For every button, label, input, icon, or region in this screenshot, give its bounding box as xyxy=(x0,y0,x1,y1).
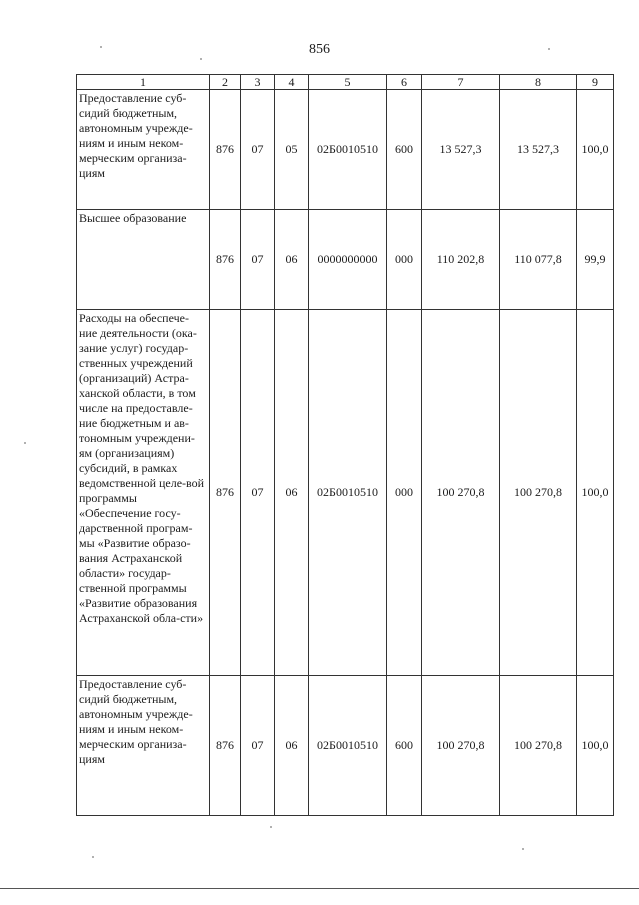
cell-section: 07 xyxy=(241,90,275,210)
row-name: Расходы на обеспече-ние деятельности (ока-зание услуг) государ-ственных учреждений (организаций) Астра-ханской области, в том числе на предоставле-ние бюджетным и ав-тономным учреждени-ям (организациям) субсидий, в рамках ведомственной целе-вой программы «Обеспечение госу-дарственной програм-мы «Развитие образо-вания Астраханской области» государ-ственной программы «Развитие образования Астраханской обла-сти» xyxy=(77,310,210,676)
cell-expense-type: 000 xyxy=(387,310,422,676)
table-row xyxy=(77,210,614,310)
row-name: Предоставление суб-сидий бюджетным, автономным учрежде-ниям и иным неком-мерческим организа-циям xyxy=(77,90,210,210)
table-row xyxy=(77,90,614,210)
cell-executed: 100 270,8 xyxy=(500,676,577,816)
cell-planned: 110 202,8 xyxy=(422,210,500,310)
cell-percent: 100,0 xyxy=(577,90,614,210)
cell-planned: 13 527,3 xyxy=(422,90,500,210)
header-cell-6: 6 xyxy=(387,75,422,90)
cell-section: 07 xyxy=(241,210,275,310)
budget-table xyxy=(76,74,614,816)
row-name: Высшее образование xyxy=(77,210,210,310)
cell-expense-type: 000 xyxy=(387,210,422,310)
cell-expense-type: 600 xyxy=(387,676,422,816)
scan-speck xyxy=(24,442,26,444)
cell-planned: 100 270,8 xyxy=(422,676,500,816)
cell-executed: 110 077,8 xyxy=(500,210,577,310)
cell-target-article: 02Б0010510 xyxy=(309,90,387,210)
header-cell-7: 7 xyxy=(422,75,500,90)
cell-admin-code: 876 xyxy=(210,90,241,210)
cell-target-article: 02Б0010510 xyxy=(309,676,387,816)
cell-admin-code: 876 xyxy=(210,310,241,676)
header-row xyxy=(77,75,614,90)
header-cell-1: 1 xyxy=(77,75,210,90)
cell-subsection: 06 xyxy=(275,210,309,310)
cell-target-article: 02Б0010510 xyxy=(309,310,387,676)
page-bottom-rule xyxy=(0,888,639,889)
cell-percent: 100,0 xyxy=(577,676,614,816)
cell-executed: 13 527,3 xyxy=(500,90,577,210)
cell-section: 07 xyxy=(241,676,275,816)
cell-subsection: 05 xyxy=(275,90,309,210)
header-cell-9: 9 xyxy=(577,75,614,90)
scan-speck xyxy=(522,848,524,850)
table-row xyxy=(77,310,614,676)
header-cell-3: 3 xyxy=(241,75,275,90)
cell-admin-code: 876 xyxy=(210,676,241,816)
scan-speck xyxy=(270,826,272,828)
row-name: Предоставление суб-сидий бюджетным, автономным учрежде-ниям и иным неком-мерческим организа-циям xyxy=(77,676,210,816)
cell-subsection: 06 xyxy=(275,676,309,816)
page-number: 856 xyxy=(309,42,330,57)
scan-speck xyxy=(100,46,102,48)
cell-executed: 100 270,8 xyxy=(500,310,577,676)
cell-planned: 100 270,8 xyxy=(422,310,500,676)
header-cell-5: 5 xyxy=(309,75,387,90)
header-cell-8: 8 xyxy=(500,75,577,90)
table-row xyxy=(77,676,614,816)
cell-percent: 100,0 xyxy=(577,310,614,676)
cell-admin-code: 876 xyxy=(210,210,241,310)
scan-speck xyxy=(548,48,550,50)
cell-section: 07 xyxy=(241,310,275,676)
cell-target-article: 0000000000 xyxy=(309,210,387,310)
scan-speck xyxy=(200,58,202,60)
header-cell-4: 4 xyxy=(275,75,309,90)
scan-speck xyxy=(92,856,94,858)
cell-subsection: 06 xyxy=(275,310,309,676)
cell-expense-type: 600 xyxy=(387,90,422,210)
header-cell-2: 2 xyxy=(210,75,241,90)
cell-percent: 99,9 xyxy=(577,210,614,310)
